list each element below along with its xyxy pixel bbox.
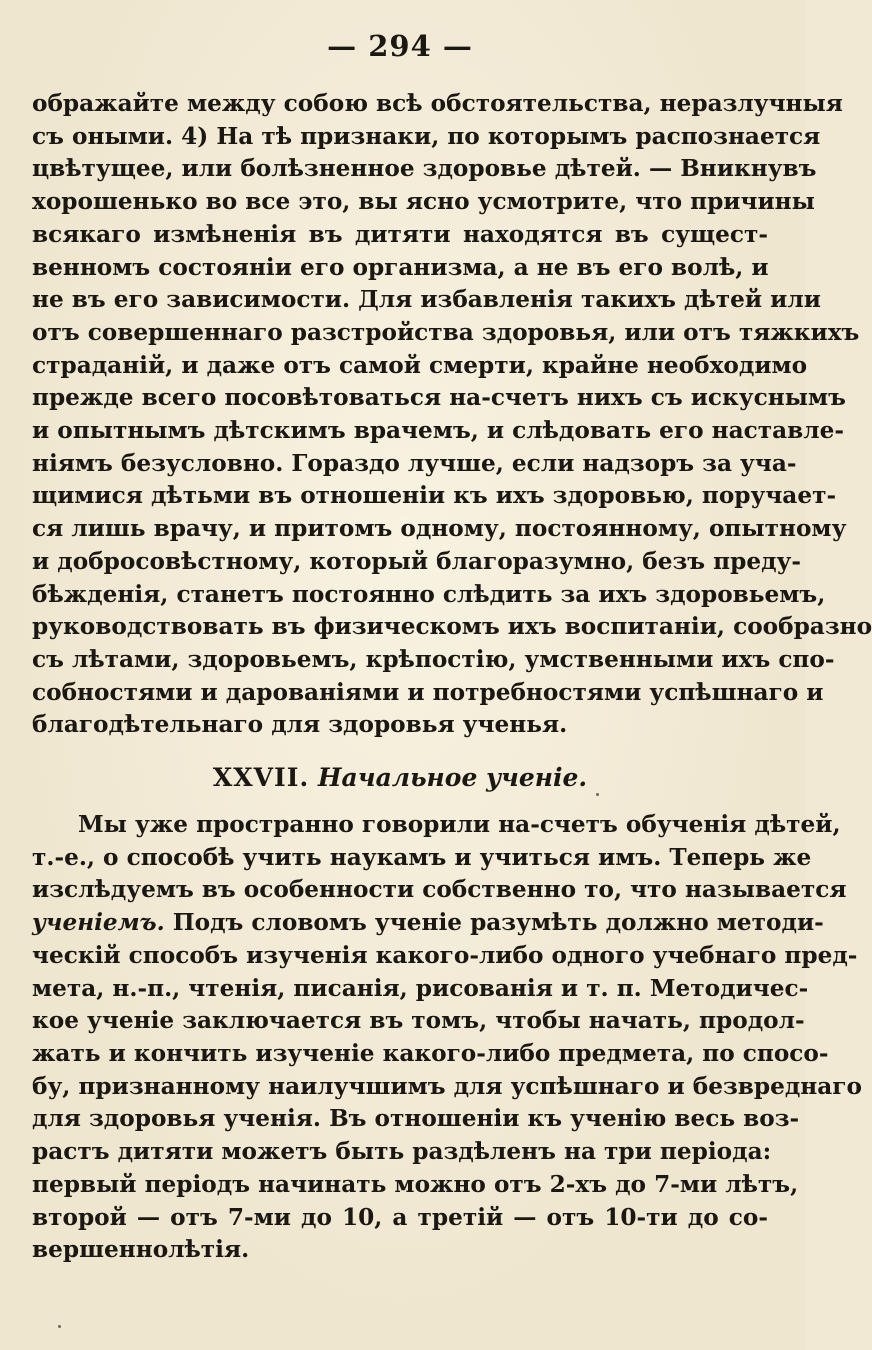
text-line: ображайте между собою всѣ обстоятельства, неразлучныя (32, 90, 843, 117)
text-line: хорошенько во все это, вы ясно усмотрите, что причины (32, 188, 815, 216)
text-line: ся лишь врачу, и притомъ одному, постоянному, опытному (32, 515, 847, 543)
text-line: и опытнымъ дѣтскимъ врачемъ, и слѣдовать его наставле- (32, 417, 844, 445)
text-line: бу, признанному наилучшимъ для успѣшнаго и безвреднаго (32, 1072, 862, 1100)
text-line: Мы уже пространно говорили на-счетъ обученія дѣтей, (78, 811, 841, 839)
text-line: съ оными. 4) На тѣ признаки, по которымъ распознается (32, 122, 821, 150)
text-line: первый періодъ начинать можно отъ 2-хъ до 7-ми лѣтъ, (32, 1170, 799, 1198)
text-line: кое ученіе заключается въ томъ, чтобы начать, продол- (32, 1007, 805, 1035)
text-line: изслѣдуемъ въ особенности собственно то, что называется (32, 876, 847, 904)
text-line: ческій способъ изученія какого-либо одного учебнаго пред- (32, 941, 858, 969)
text-line: и добросовѣстному, который благоразумно, безъ преду- (32, 547, 802, 575)
page-number: — 294 — (327, 29, 473, 63)
text-line: не въ его зависимости. Для избавленія такихъ дѣтей или (32, 286, 821, 314)
section-heading (32, 761, 768, 795)
text-line: т.-е., о способѣ учить наукамъ и учиться имъ. Теперь же (32, 843, 812, 871)
text-line: мета, н.-п., чтенія, писанія, рисованія и т. п. Методичес- (32, 974, 809, 1002)
text-line: прежде всего посовѣтоваться на-счетъ нихъ съ искуснымъ (32, 384, 846, 412)
ink-speck (596, 793, 599, 796)
text-line: собностями и дарованіями и потребностями успѣшнаго и (32, 678, 824, 706)
section-title: Начальное ученіе. (317, 763, 588, 793)
text-line: цвѣтущее, или болѣзненное здоровье дѣтей. — Вникнувъ (32, 155, 817, 183)
text-fragment: Подъ словомъ ученіе разумѣть должно методи- (164, 909, 824, 937)
section-number: XXVII. (212, 763, 310, 793)
paragraph-2 (32, 809, 862, 1267)
text-line: руководствовать въ физическомъ ихъ воспитаніи, сообразно (32, 613, 872, 641)
text-line: ніямъ безусловно. Гораздо лучше, если надзоръ за уча- (32, 449, 797, 477)
ink-speck (58, 1325, 61, 1328)
text-line: отъ совершеннаго разстройства здоровья, или отъ тяжкихъ (32, 318, 860, 346)
text-line: для здоровья ученія. Въ отношеніи къ ученію весь воз- (32, 1105, 800, 1133)
text-line: страданій, и даже отъ самой смерти, крайне необходимо (32, 351, 808, 379)
text-line: жать и кончить изученіе какого-либо предмета, по спосо- (32, 1039, 829, 1067)
text-line: всякаго измѣненія въ дитяти находятся въ сущест- (32, 220, 768, 248)
text-line: второй — отъ 7-ми до 10, а третій — отъ 10-ти до со- (32, 1203, 768, 1231)
text-line: растъ дитяти можетъ быть раздѣленъ на три періода: (32, 1138, 772, 1166)
text-line: бѣжденія, станетъ постоянно слѣдить за ихъ здоровьемъ, (32, 580, 826, 608)
text-line (32, 907, 824, 940)
italic-term: ученіемъ. (32, 909, 165, 937)
paragraph-1 (32, 88, 872, 742)
text-line: благодѣтельнаго для здоровья ученья. (32, 711, 568, 739)
text-line: съ лѣтами, здоровьемъ, крѣпостію, умственными ихъ спо- (32, 645, 835, 673)
text-line: вершеннолѣтія. (32, 1236, 250, 1264)
text-line: венномъ состояніи его организма, а не въ его волѣ, и (32, 253, 769, 281)
text-line: щимися дѣтьми въ отношеніи къ ихъ здоровью, поручает- (32, 482, 837, 510)
